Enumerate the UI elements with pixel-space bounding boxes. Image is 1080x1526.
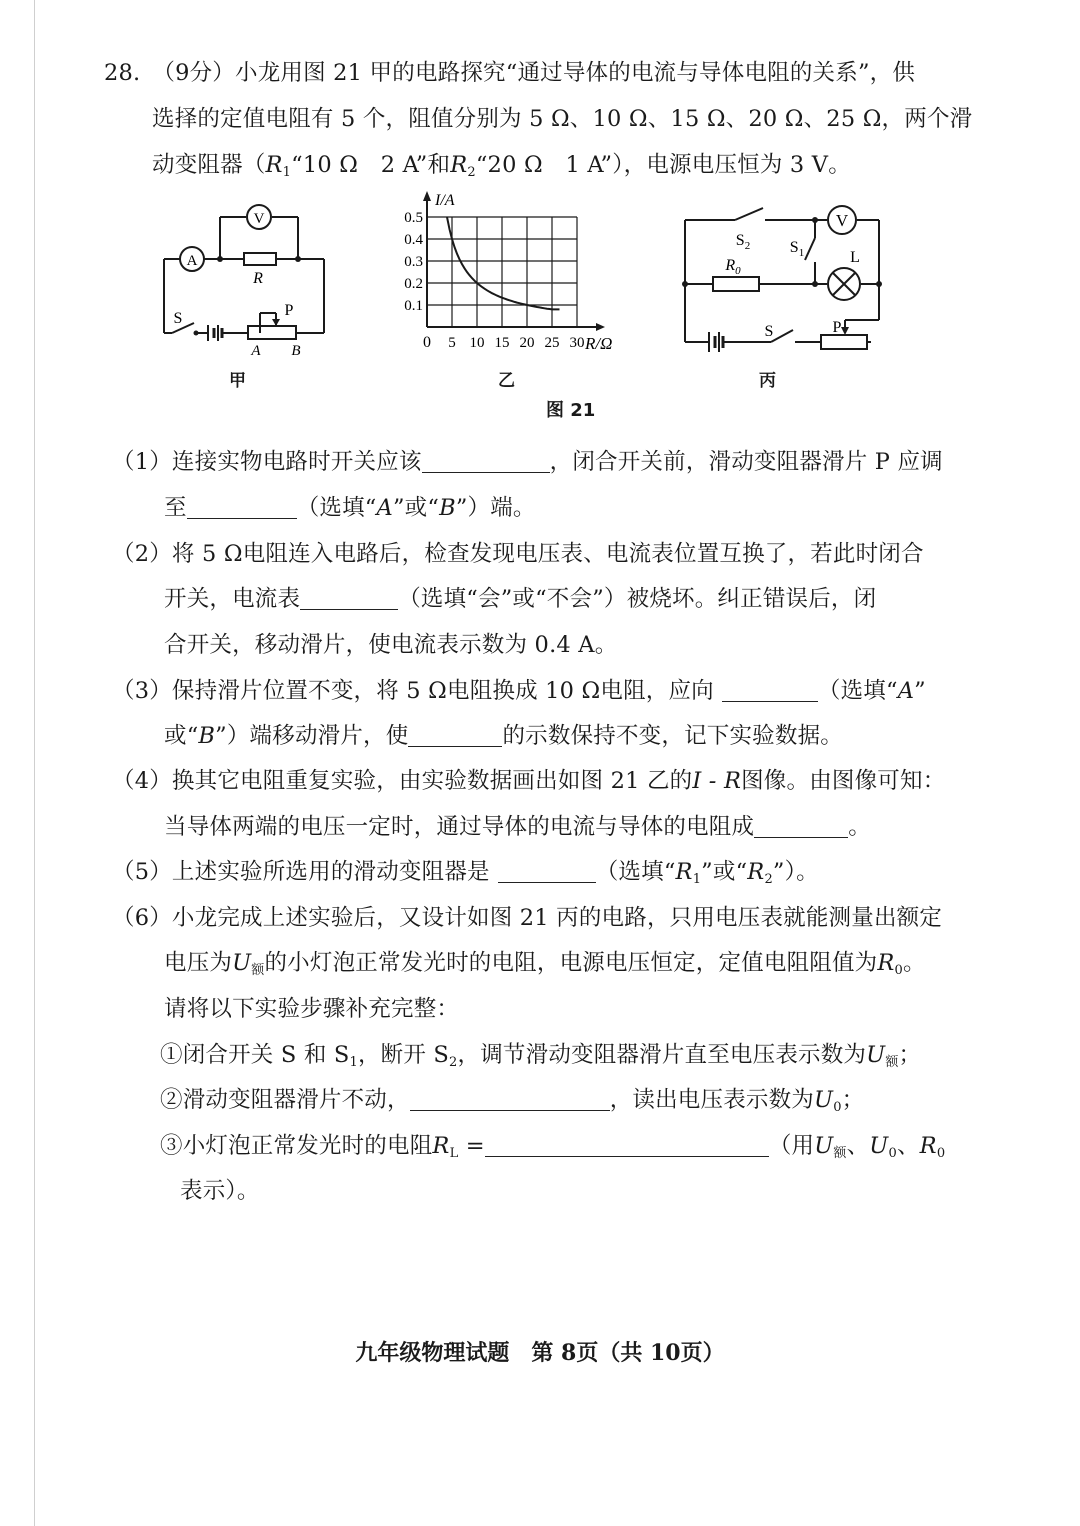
part-6-line-3: 请将以下实验步骤补充完整： bbox=[164, 996, 460, 1022]
part-6-line-1: （6）小龙完成上述实验后，又设计如图 21 丙的电路，只用电压表就能测量出额定 bbox=[112, 905, 943, 931]
part-4-line-1: （4）换其它电阻重复实验，由实验数据画出如图 21 乙的I - R图像。由图像可知： bbox=[112, 768, 946, 794]
step-3-line: ③小灯泡正常发光时的电阻$R_L$ = （用$U_额$、$U_0$、$R_0$ bbox=[160, 1133, 946, 1161]
answer-blank-3b[interactable] bbox=[408, 722, 502, 747]
ammeter-symbol: A bbox=[186, 253, 198, 269]
end-a-label: A bbox=[251, 343, 261, 359]
r0-label: R bbox=[725, 257, 736, 274]
y-tick-label: 0.5 bbox=[404, 210, 423, 226]
answer-blank-1b[interactable] bbox=[187, 494, 297, 519]
i-r-chart bbox=[385, 185, 645, 365]
circuit-diagram-bing bbox=[675, 190, 895, 365]
switch-label: S bbox=[173, 310, 183, 327]
question-score: （9分） bbox=[152, 60, 236, 86]
part-6-line-2: 电压为$U_额$的小灯泡正常发光时的电阻，电源电压恒定，定值电阻阻值为$R_0$。 bbox=[164, 950, 926, 978]
x-tick-label: 15 bbox=[494, 335, 510, 351]
x-tick-label: 10 bbox=[469, 335, 485, 351]
question-intro-line-1 bbox=[104, 58, 915, 88]
binding-line bbox=[34, 0, 35, 1526]
x-tick-label: 20 bbox=[519, 335, 535, 351]
part-2-line-2: 开关，电流表 （选填“会”或“不会”）被烧坏。纠正错误后，闭 bbox=[164, 586, 877, 612]
question-intro-text-1: 小龙用图 21 甲的电路探究“通过导体的电流与导体电阻的关系”，供 bbox=[235, 60, 916, 86]
y-tick-label: 0.3 bbox=[404, 254, 423, 270]
x-axis-arrow bbox=[596, 323, 605, 331]
part-1-line-2: 至 （选填“A”或“B”）端。 bbox=[164, 495, 536, 521]
chart-y-ticks bbox=[404, 210, 423, 314]
question-intro-line-3: 动变阻器（$R_1“10$ Ω 2 A”和$R_2“20$ Ω 1 A”），电源电压恒为 3 V。 bbox=[152, 152, 851, 180]
s2-label: S bbox=[735, 232, 745, 249]
answer-blank-5[interactable] bbox=[498, 858, 596, 883]
s1-label: S bbox=[789, 239, 799, 256]
lamp-label: L bbox=[850, 249, 860, 266]
slider-label: P bbox=[284, 302, 294, 319]
y-axis-arrow bbox=[423, 191, 431, 201]
svg-text:S2: $S_2$ bbox=[735, 232, 751, 252]
answer-blank-6b[interactable] bbox=[485, 1132, 769, 1157]
x-tick-label: 30 bbox=[569, 335, 585, 351]
y-tick-label: 0.1 bbox=[404, 298, 423, 314]
chart-grid bbox=[427, 217, 577, 327]
part-3-line-1: （3）保持滑片位置不变，将 5 Ω电阻换成 10 Ω电阻，应向 （选填“A” bbox=[112, 678, 926, 704]
answer-blank-4[interactable] bbox=[754, 813, 848, 838]
x-tick-label: 5 bbox=[448, 335, 456, 351]
chart-curve bbox=[447, 217, 560, 309]
chart-x-ticks bbox=[448, 335, 584, 351]
r2-symbol: R bbox=[450, 152, 468, 178]
part-3-line-2: 或“B”）端移动滑片，使 的示数保持不变，记下实验数据。 bbox=[164, 723, 843, 749]
x-tick-label: 25 bbox=[544, 335, 560, 351]
answer-blank-3a[interactable] bbox=[722, 677, 818, 702]
figure-label-yi: 乙 bbox=[498, 371, 515, 391]
answer-blank-2[interactable] bbox=[300, 585, 398, 610]
part-1-line-1: （1）连接实物电路时开关应该 ，闭合开关前，滑动变阻器滑片 P 应调 bbox=[112, 449, 943, 475]
part-2-line-1: （2）将 5 Ω电阻连入电路后，检查发现电压表、电流表位置互换了，若此时闭合 bbox=[112, 541, 924, 567]
page-footer: 九年级物理试题 第 8页（共 10页） bbox=[355, 1340, 725, 1366]
step-2-line: ②滑动变阻器滑片不动， ，读出电压表示数为$U_0$； bbox=[160, 1087, 865, 1115]
circuit-diagram-jia bbox=[150, 195, 340, 360]
figure-label-bing: 丙 bbox=[759, 371, 776, 391]
y-tick-label: 0.4 bbox=[404, 232, 423, 248]
slider-label: P bbox=[832, 319, 842, 336]
resistor-label: R bbox=[253, 270, 263, 287]
figure-label-jia: 甲 bbox=[229, 371, 246, 391]
answer-blank-6a[interactable] bbox=[410, 1086, 610, 1111]
part-2-line-3: 合开关，移动滑片，使电流表示数为 0.4 A。 bbox=[164, 632, 618, 658]
voltmeter-symbol: V bbox=[253, 211, 265, 227]
end-b-label: B bbox=[291, 343, 301, 359]
svg-text:R0: $R_0$ bbox=[725, 257, 741, 277]
part-5-line: （5）上述实验所选用的滑动变阻器是 （选填“$R_1$”或“$R_2$”）。 bbox=[112, 859, 819, 887]
part-4-line-2: 当导体两端的电压一定时，通过导体的电流与导体的电阻成 。 bbox=[164, 814, 871, 840]
figure-caption: 图 21 bbox=[546, 400, 596, 421]
y-tick-label: 0.2 bbox=[404, 276, 423, 292]
chart-x-axis-label: R/Ω bbox=[585, 334, 613, 353]
chart-y-axis-label: I/A bbox=[435, 192, 455, 209]
step-1-line: ①闭合开关 S 和 $S_1$，断开 $S_2$，调节滑动变阻器滑片直至电压表示数为$U_额$； bbox=[160, 1042, 922, 1070]
svg-text:S1: $S_1$ bbox=[789, 239, 805, 259]
step-3-line-end: 表示）。 bbox=[180, 1178, 260, 1204]
question-intro-line-2: 选择的定值电阻有 5 个，阻值分别为 5 Ω、10 Ω、15 Ω、20 Ω、25 Ω，两个滑 bbox=[152, 106, 973, 132]
question-number: 28. bbox=[104, 60, 141, 86]
r1-symbol: R bbox=[265, 152, 283, 178]
switch-label: S bbox=[764, 323, 774, 340]
chart-origin-label: 0 bbox=[423, 334, 431, 351]
voltmeter-symbol: V bbox=[835, 211, 849, 230]
answer-blank-1a[interactable] bbox=[422, 448, 550, 473]
